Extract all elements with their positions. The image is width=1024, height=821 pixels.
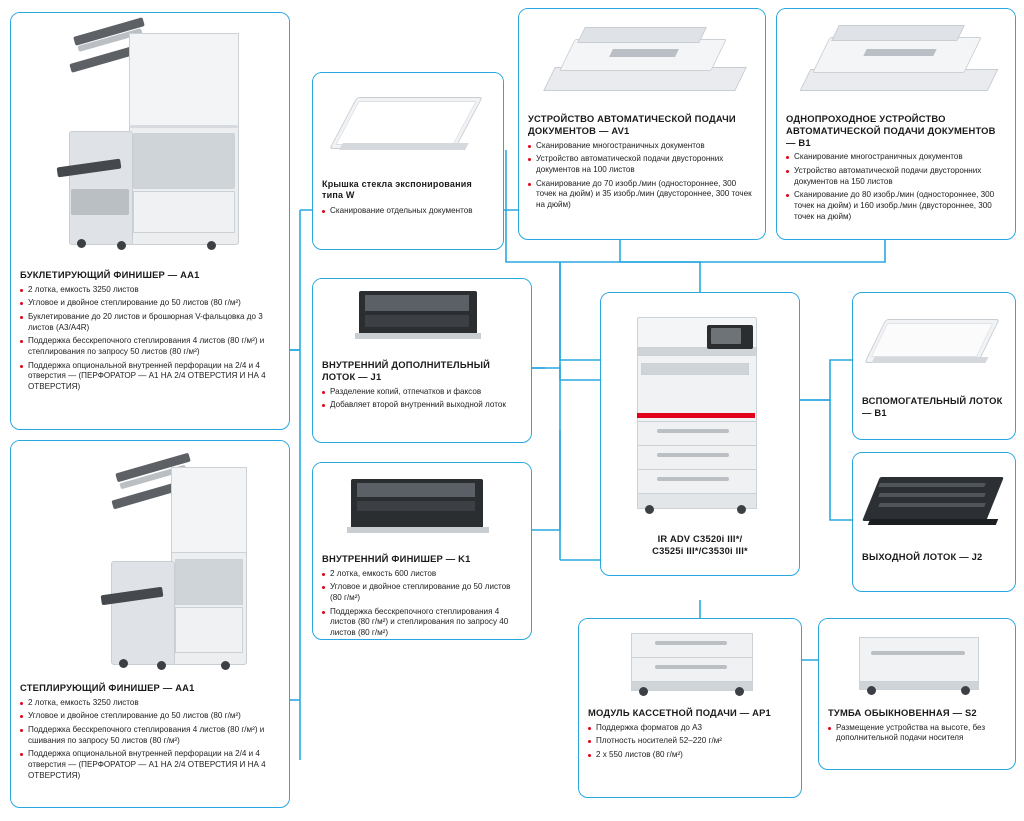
platen-cover-body [313,173,503,227]
platen-cover-title: Крышка стекла экспонирования типа W [322,179,472,201]
inner-tray-j1-image [313,279,531,353]
booklet-finisher-body [11,263,289,404]
staple-finisher-features [20,698,280,782]
document-feeder-av1-image [519,9,765,107]
document-feeder-av1-features [528,141,756,211]
aux-tray-b1-image [853,293,1015,389]
list-item: Размещение устройства на высоте, без дополнительной подачи носителя [828,723,1006,744]
inner-tray-j1-body [313,353,531,422]
list-item: Поддержка форматов до A3 [588,723,792,734]
list-item: Устройство автоматической подачи двусторонних документов на 150 листов [786,166,1006,187]
list-item: Угловое и двойное степлирование до 50 листов (80 г/м²) [20,298,280,309]
list-item: Буклетирование до 20 листов и брошюрная V-фальцовка до 3 листов (A3/A4R) [20,312,280,333]
booklet-finisher-image [11,13,289,263]
main-device-title-line1: IR ADV C3520i III*/ [657,533,743,544]
output-tray-j2-body [853,545,1015,575]
cassette-module-ap1-features [588,723,792,761]
card-main-device[interactable] [600,292,800,576]
card-document-feeder-av1[interactable] [518,8,766,240]
output-tray-j2-title: ВЫХОДНОЙ ЛОТОК — J2 [862,551,983,562]
inner-finisher-k1-image [313,463,531,547]
inner-finisher-k1-title: ВНУТРЕННИЙ ФИНИШЕР — K1 [322,553,471,564]
list-item: Сканирование до 80 изобр./мин (одностороннее, 300 точек на дюйм) и 160 изобр./мин (двустороннее, 300 точек на дюйм) [786,190,1006,222]
main-device-image [601,293,799,531]
list-item: Сканирование многостраничных документов [786,152,1006,163]
document-feeder-av1-title: УСТРОЙСТВО АВТОМАТИЧЕСКОЙ ПОДАЧИ ДОКУМЕНТОВ — AV1 [528,113,736,136]
cassette-module-ap1-body [579,701,801,772]
list-item: Угловое и двойное степлирование до 50 листов (80 г/м²) [322,582,522,603]
list-item: Угловое и двойное степлирование до 50 листов (80 г/м²) [20,711,280,722]
list-item: Сканирование до 70 изобр./мин (одностороннее, 300 точек на дюйм) и 35 изобр./мин (двустороннее, 300 точек на дюйм) [528,179,756,211]
cabinet-s2-features [828,723,1006,744]
inner-tray-j1-features [322,387,522,411]
cabinet-s2-image [819,619,1015,701]
main-device-body [601,531,799,569]
document-feeder-b1-image [777,9,1015,107]
cabinet-s2-title: ТУМБА ОБЫКНОВЕННАЯ — S2 [828,707,977,718]
output-tray-j2-image [853,453,1015,545]
document-feeder-av1-body [519,107,765,222]
document-feeder-b1-body [777,107,1015,233]
platen-cover-features [322,206,494,217]
list-item: Поддержка опциональной внутренней перфорации на 2/4 и 4 отверстия — (ПЕРФОРАТОР — A1 НА 2/4 ОТВЕРСТИЯ И НА 4 ОТВЕРСТИЯ) [20,361,280,393]
list-item: Добавляет второй внутренний выходной лоток [322,400,522,411]
document-feeder-b1-features [786,152,1006,222]
card-document-feeder-b1[interactable] [776,8,1016,240]
booklet-finisher-features [20,285,280,393]
list-item: 2 лотка, емкость 600 листов [322,569,522,580]
staple-finisher-body [11,676,289,792]
inner-tray-j1-title: ВНУТРЕННИЙ ДОПОЛНИТЕЛЬНЫЙ ЛОТОК — J1 [322,359,491,382]
document-feeder-b1-title: ОДНОПРОХОДНОЕ УСТРОЙСТВО АВТОМАТИЧЕСКОЙ ПОДАЧИ ДОКУМЕНТОВ — B1 [786,113,996,148]
cassette-module-ap1-image [579,619,801,701]
list-item: 2 лотка, емкость 3250 листов [20,285,280,296]
aux-tray-b1-body [853,389,1015,431]
platen-cover-image [313,73,503,173]
staple-finisher-image [11,441,289,676]
list-item: Поддержка опциональной внутренней перфорации на 2/4 и 4 отверстия — (ПЕРФОРАТОР — A1 НА 2/4 ОТВЕРСТИЯ И НА 4 ОТВЕРСТИЯ) [20,749,280,781]
list-item: Плотность носителей 52–220 г/м² [588,736,792,747]
card-cassette-module-ap1[interactable] [578,618,802,798]
cabinet-s2-body [819,701,1015,755]
main-device-title-line2: C3525i III*/C3530i III* [652,544,748,556]
list-item: 2 лотка, емкость 3250 листов [20,698,280,709]
aux-tray-b1-title: ВСПОМОГАТЕЛЬНЫЙ ЛОТОК — B1 [862,395,1003,418]
list-item: Поддержка бесскрепочного степлирования 4 листов (80 г/м²) и степлирования по запросу 50 листов (80 г/м²) [20,336,280,357]
card-output-tray-j2[interactable] [852,452,1016,592]
list-item: Разделение копий, отпечатков и факсов [322,387,522,398]
staple-finisher-title: СТЕПЛИРУЮЩИЙ ФИНИШЕР — AA1 [20,682,195,693]
list-item: Поддержка бесскрепочного степлирования 4 листов (80 г/м²) и сшивания по запросу 50 листов (80 г/м²) [20,725,280,746]
card-inner-finisher-k1[interactable] [312,462,532,640]
card-platen-cover[interactable] [312,72,504,250]
list-item: Поддержка бесскрепочного степлирования 4 листов (80 г/м²) и степлирования по запросу 40 листов (80 г/м²) [322,607,522,639]
list-item: Устройство автоматической подачи двусторонних документов на 100 листов [528,154,756,175]
booklet-finisher-title: БУКЛЕТИРУЮЩИЙ ФИНИШЕР — AA1 [20,269,200,280]
card-cabinet-s2[interactable] [818,618,1016,770]
list-item: Сканирование отдельных документов [322,206,494,217]
inner-finisher-k1-body [313,547,531,640]
card-staple-finisher[interactable] [10,440,290,808]
list-item: 2 x 550 листов (80 г/м²) [588,750,792,761]
card-inner-tray-j1[interactable] [312,278,532,443]
inner-finisher-k1-features [322,569,522,639]
cassette-module-ap1-title: МОДУЛЬ КАССЕТНОЙ ПОДАЧИ — AP1 [588,707,771,718]
card-booklet-finisher[interactable] [10,12,290,430]
list-item: Сканирование многостраничных документов [528,141,756,152]
card-aux-tray-b1[interactable] [852,292,1016,440]
